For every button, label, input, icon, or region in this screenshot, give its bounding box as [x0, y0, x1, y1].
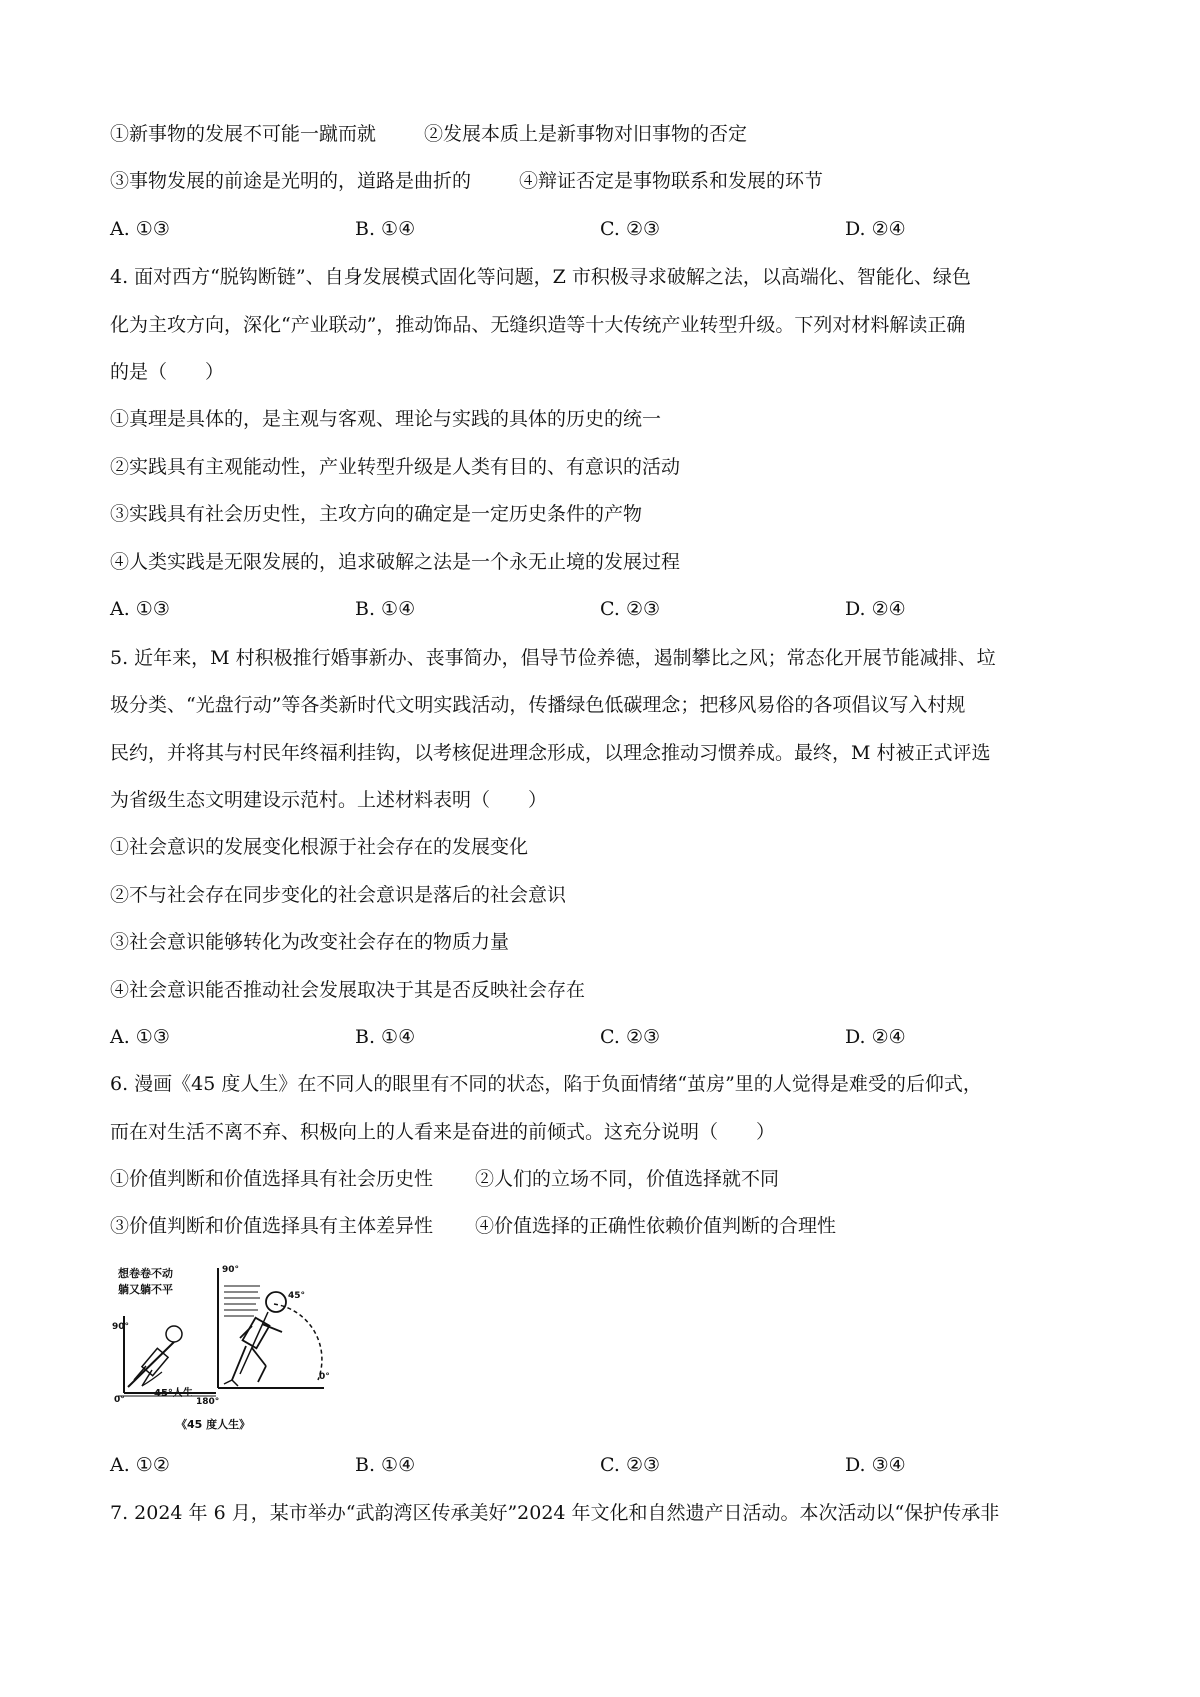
q4-option-b[interactable]: B. ①④: [355, 598, 416, 620]
q3-statement-4: ④辩证否定是事物联系和发展的环节: [519, 170, 824, 192]
q5-option-c[interactable]: C. ②③: [600, 1026, 661, 1048]
q6-statement-2: ②人们的立场不同，价值选择就不同: [475, 1168, 780, 1190]
q6-statement-row-1: [110, 1166, 779, 1192]
q4-statement-2: ②实践具有主观能动性，产业转型升级是人类有目的、有意识的活动: [110, 456, 681, 478]
right-panel-drawing: [218, 1268, 324, 1388]
q5-option-b[interactable]: B. ①④: [355, 1026, 416, 1048]
fig-label-45-left: 45°人生: [154, 1388, 193, 1399]
fig-label-90-right: 90°: [222, 1265, 240, 1275]
fig-label-0-right: 0°: [319, 1372, 330, 1382]
q4-stem-line-1: 4. 面对西方“脱钩断链”、自身发展模式固化等问题，Z 市积极寻求破解之法，以高端化、智能化、绿色: [110, 266, 971, 288]
q3-option-a[interactable]: A. ①③: [110, 218, 170, 240]
q6-statement-4: ④价值选择的正确性依赖价值判断的合理性: [475, 1215, 837, 1237]
q3-option-d[interactable]: D. ②④: [845, 218, 906, 240]
fig-caption-left-2: 躺又躺不平: [118, 1283, 173, 1296]
q5-stem-line-4: 为省级生态文明建设示范村。上述材料表明（ ）: [110, 789, 548, 811]
fig-title: 《45 度人生》: [176, 1418, 251, 1431]
fig-label-45-right: 45°: [288, 1291, 306, 1301]
fig-label-180: 180°: [196, 1397, 220, 1407]
fig-label-0-left: 0°: [114, 1395, 125, 1405]
fig-label-90-left: 90°: [112, 1322, 130, 1332]
q6-statement-3: ③价值判断和价值选择具有主体差异性: [110, 1215, 434, 1237]
q6-statement-1: ①价值判断和价值选择具有社会历史性: [110, 1168, 434, 1190]
q3-option-b[interactable]: B. ①④: [355, 218, 416, 240]
q5-option-a[interactable]: A. ①③: [110, 1026, 170, 1048]
q6-stem-line-2: 而在对生活不离不弃、积极向上的人看来是奋进的前倾式。这充分说明（ ）: [110, 1121, 776, 1143]
q3-option-c[interactable]: C. ②③: [600, 218, 661, 240]
q4-option-c[interactable]: C. ②③: [600, 598, 661, 620]
q3-statement-2: ②发展本质上是新事物对旧事物的否定: [424, 123, 748, 145]
q4-statement-1: ①真理是具体的，是主观与客观、理论与实践的具体的历史的统一: [110, 408, 662, 430]
q5-option-d[interactable]: D. ②④: [845, 1026, 906, 1048]
q6-option-d[interactable]: D. ③④: [845, 1454, 906, 1476]
q4-stem-line-2: 化为主攻方向，深化“产业联动”，推动饰品、无缝织造等十大传统产业转型升级。下列对材料解读正确: [110, 314, 966, 336]
q4-option-d[interactable]: D. ②④: [845, 598, 906, 620]
q4-statement-4: ④人类实践是无限发展的，追求破解之法是一个永无止境的发展过程: [110, 551, 681, 573]
q6-option-c[interactable]: C. ②③: [600, 1454, 661, 1476]
q4-statement-3: ③实践具有社会历史性，主攻方向的确定是一定历史条件的产物: [110, 503, 643, 525]
q5-stem-line-2: 圾分类、“光盘行动”等各类新时代文明实践活动，传播绿色低碳理念；把移风易俗的各项倡议写入村规: [110, 694, 966, 716]
q6-option-b[interactable]: B. ①④: [355, 1454, 416, 1476]
q3-statement-row-1: [110, 121, 747, 147]
cartoon-45-degree-life: [112, 1262, 367, 1432]
q7-stem-line-1: 7. 2024 年 6 月，某市举办“武韵湾区传承美好”2024 年文化和自然遗产日活动。本次活动以“保护传承非: [110, 1502, 1000, 1524]
q5-statement-4: ④社会意识能否推动社会发展取决于其是否反映社会存在: [110, 979, 586, 1001]
q3-statement-1: ①新事物的发展不可能一蹴而就: [110, 123, 377, 145]
q5-statement-1: ①社会意识的发展变化根源于社会存在的发展变化: [110, 836, 529, 858]
q6-stem-line-1: 6. 漫画《45 度人生》在不同人的眼里有不同的状态，陷于负面情绪“茧房”里的人觉得是难受的后仰式，: [110, 1073, 982, 1095]
q3-statement-row-2: [110, 168, 823, 194]
fig-caption-left-1: 想卷卷不动: [118, 1267, 173, 1280]
q5-stem-line-1: 5. 近年来，M 村积极推行婚事新办、丧事简办，倡导节俭养德，遏制攀比之风；常态化开展节能减排、垃: [110, 647, 996, 669]
q6-option-a[interactable]: A. ①②: [110, 1454, 170, 1476]
q4-option-a[interactable]: A. ①③: [110, 598, 170, 620]
q5-stem-line-3: 民约，并将其与村民年终福利挂钩，以考核促进理念形成，以理念推动习惯养成。最终，M 村被正式评选: [110, 742, 991, 764]
q3-statement-3: ③事物发展的前途是光明的，道路是曲折的: [110, 170, 472, 192]
left-panel-drawing: [118, 1316, 216, 1396]
q5-statement-3: ③社会意识能够转化为改变社会存在的物质力量: [110, 931, 510, 953]
q6-statement-row-2: [110, 1213, 836, 1239]
q4-stem-line-3: 的是（ ）: [110, 361, 225, 383]
q5-statement-2: ②不与社会存在同步变化的社会意识是落后的社会意识: [110, 884, 567, 906]
